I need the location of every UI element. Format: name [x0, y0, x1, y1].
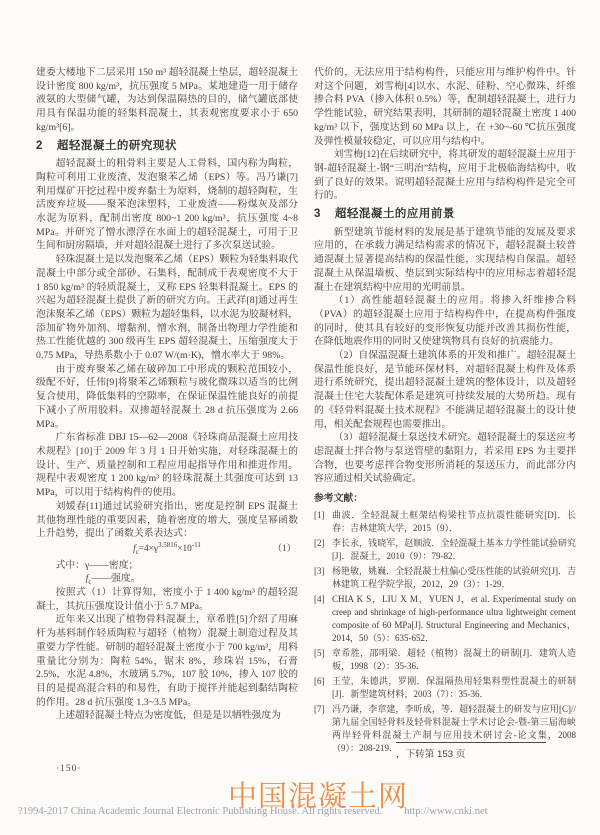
cnki-url: http://www.cnki.net	[404, 806, 488, 817]
paragraph: 超轻混凝土的粗骨料主要是人工骨料，国内称为陶粒，陶粒可利用工业废渣、发泡聚苯乙烯（EPS）等。冯乃谦[7]利用煤矿开挖过程中废弃黏土为原料，烧制的超轻陶粒，生活废弃垃圾——聚苯泡沫塑料，工业废渣——粉煤灰及部分水泥为原料，配制出密度 800~1 200 kg/m³，抗压强度 4~8 MPa。并研究了憎水漂浮在水面上的超轻混凝土，可用于卫生间和厨房隔墙，并对超轻混凝土进行了多次泵送试验。	[36, 158, 298, 252]
formula-number: （1）	[272, 543, 296, 554]
formula	[36, 540, 298, 557]
paragraph: 近年来又出现了植物骨料混凝土，章希胜[5]介绍了用麻杆为基料制作轻质陶粒与超轻（植物）混凝土制造过程及其重要力学性能。研制的超轻混凝土密度小于 700 kg/m³，用料重量比分别为：陶粒 54%，锯末 8%，珍珠岩 15%，石膏 2.5%，水泥 4.8%，水玻璃 5.7%，107 胶 10%，掺入 107 胶的目的是提高混合料的和易性，有助于搅拌并能起到黏结陶粒的作用。28 d 抗压强度 1.3~3.5 MPa。	[36, 614, 298, 708]
reference-item	[314, 537, 576, 563]
reference-label: [7]	[314, 703, 325, 714]
paragraph: 轻珠混凝土是以发泡聚苯乙烯（EPS）颗粒为轻集料取代混凝土中部分或全部砂、石集料，配制成干表观密度不大于 1 850 kg/m³ 的轻质混凝土，又称 EPS 轻集料混凝土。EPS 的兴起为超轻混凝土提供了新的研究方向。王武祥[8]通过再生泡沫聚苯乙烯（EPS）颗粒为超轻集料，以水泥为胶凝材料，添加矿物外加剂、增黏剂、憎水剂，制备出物理力学性能和热工性能优越的 300 级再生 EPS 超轻混凝土，压缩强度大于 0.75 MPa，导热系数小于 0.07 W/(m·K)，憎水率大于 98%。	[36, 254, 298, 362]
formula-body: $f_c=4\times\gamma^{3.5816}\times 10^{-11}$	[133, 540, 201, 556]
reference-label: [4]	[314, 593, 325, 604]
reference-item	[314, 675, 576, 701]
reference-item	[314, 647, 576, 673]
formula-legend-line: $f_c——$强度。	[85, 573, 141, 587]
paragraph: 新型建筑节能材料的发展是基于建筑节能的发展及要求应用的，在承载力满足结构需求的情况下，超轻混凝土较普通混凝土显著提高结构的保温性能，实现结构自保温。超轻混凝土从保温墙板、垫层到实际结构中的应用标志着超轻混凝土在建筑结构中应用的光明前景。	[314, 226, 576, 293]
paragraph: （1）高性能超轻混凝土的应用。将掺入纤维掺合料（PVA）的超轻混凝土应用于结构构件中，在提高构件强度的同时，使其具有较好的变形恢复功能并改善其损伤性能，在降低地震作用的同时又使建筑物具有良好的抗震能力。	[314, 295, 576, 348]
section-heading-3	[314, 208, 576, 222]
cnki-watermark: 中国混凝土网	[228, 781, 409, 813]
paragraph: 刘雪梅[12]在后续研究中，将其研发的超轻混凝土应用于钢-超轻混凝土-钢“三明治”结构，应用于北极临海结构中，收到了良好的效果。说明超轻混凝土应用与结构构件是完全可行的。	[314, 149, 576, 202]
left-column	[36, 66, 298, 757]
section-title: 超轻混凝土的应用前景	[334, 208, 455, 221]
copyright-text: ?1994-2017 China Academic Journal Electronic Publishing House. All rights reserved.	[18, 806, 383, 817]
paragraph: 上述超轻混凝土特点为密度低，但是是以牺牲强度为	[55, 710, 281, 722]
paragraph: （3）超轻混凝土泵送技术研究。超轻混凝土的泵送应考虑混凝土拌合物与泵送管壁的黏阻力，若采用 EPS 为主要拌合物，也要考虑拌合物变形所消耗的泵送压力，而此部分内容应通过相关试验确定。	[314, 432, 576, 485]
footer-credit	[18, 806, 588, 817]
references-list	[314, 509, 576, 755]
paragraph: 按照式（1）计算得知，密度小于 1 400 kg/m³ 的超轻混凝土，其抗压强度设计值小于 5.7 MPa。	[36, 587, 298, 612]
references-heading: 参考文献：	[314, 493, 363, 505]
section-heading-2	[36, 140, 298, 154]
reference-label: [6]	[314, 675, 325, 686]
formula-legend-line: 式中：γ——密度；	[55, 559, 139, 571]
continued-on-page-note: ，下转第 153 页	[396, 742, 546, 760]
section-title: 超轻混凝土的研究现状	[56, 139, 177, 152]
reference-label: [3]	[314, 565, 325, 576]
paragraph: 建委大楼地下二层采用 150 m³ 超轻混凝土垫层，超轻混凝土设计密度 800 kg/m³，抗压强度 5 MPa。某地建造一用于储存液氨的大型储气罐，为达到保温隔热的目的，储气罐底部使用具有保温功能的轻集料混凝土，其表观密度要求小于 650 kg/m³[6]。	[36, 67, 298, 133]
reference-label: [1]	[314, 509, 325, 520]
right-column	[314, 66, 576, 757]
reference-text: 曲波．全轻混凝土框架结构梁柱节点抗震性能研究[D]．长春：吉林建筑大学，2015（9）．	[332, 509, 576, 533]
reference-item	[314, 593, 576, 645]
reference-text: 李长永，钱晓军，赵顺波．全轻混凝土基本力学性能试验研究[J]．混凝土，2010（9）：79-82．	[332, 537, 576, 561]
paragraph: 由于废弃聚苯乙烯在破碎加工中形成的颗粒范围较小，级配不好，任伟[9]将聚苯乙烯颗粒与玻化微珠以适当的比例复合使用，降低集料的空隙率，在保证保温性能良好的前提下减小了所用胶料。双掺超轻混凝土 28 d 抗压强度为 2.66 MPa。	[36, 363, 298, 430]
page-number: ·150·	[56, 764, 82, 774]
reference-text: 冯乃谦，李章建，李昕成，等．超轻混凝土的研发与应用[C]//第九届全国轻骨料及轻骨料混凝土学术讨论会-暨-第三届海峡两岸轻骨料混凝土产制与应用技术研讨会-论文集，2008（9）：208-219．	[332, 703, 576, 753]
paragraph: 刘媛春[11]通过试验研究指出，密度是控制 EPS 混凝土其他物理性能的重要因素，随着密度的增大，强度呈幂函数上升趋势，提出了函数关系表达式：	[36, 500, 298, 540]
section-number: 2	[36, 139, 43, 152]
paragraph: 广东省标准 DBJ 15—62—2008《轻珠商品混凝土应用技术规程》[10]于 2009 年 3 月 1 日开始实施，对轻珠混凝土的设计、生产、质量控制和工程应用起指导作用和推进作用。规程中表观密度 1 200 kg/m³ 的轻珠混凝土其强度可达到 13 MPa，可以用于结构构件的使用。	[36, 432, 298, 499]
reference-text: 章希胜，邵明梁．超轻（植物）混凝土的研制[J]．建筑人造板，1998（2）：35-36．	[332, 647, 576, 671]
reference-text: CHIA K S，LIU X M，YUEN J，et al. Experimental study on creep and shrinkage of high-performance ultra lightweight cement composite of 60 MPa[J]. Structural Engineering and Mechanics，2014，50（5）：635-652．	[332, 593, 576, 643]
section-number: 3	[314, 208, 321, 221]
reference-label: [2]	[314, 537, 325, 548]
reference-item	[314, 509, 576, 535]
reference-label: [5]	[314, 647, 325, 658]
two-column-layout	[36, 66, 576, 757]
reference-item	[314, 565, 576, 591]
paragraph: （2）自保温混凝土建筑体系的开发和推广。超轻混凝土保温性能良好，是节能环保材料，对超轻混凝土构件及体系进行系统研究，提出超轻混凝土建筑的整体设计，以及超轻混凝土住宅大装配体系是建筑可持续发展的大势所趋。现有的《轻骨料混凝土技术规程》不能满足超轻混凝土的设计使用，相关配套规程也需要推出。	[314, 350, 576, 430]
reference-text: 王莹，朱德洪，罗刚．保温隔热用轻集料塑性混凝土的研制[J]．新型建筑材料，2003（7）：35-36．	[332, 675, 576, 699]
reference-text: 杨艳敏，姚巍．全轻混凝土柱偏心受压性能的试验研究[J]．吉林建筑工程学院学报，2012，29（3）：1-29．	[332, 565, 576, 589]
paragraph: 代价的，无法应用于结构构件，只能应用与维护构件中。针对这个问题，刘雪梅[4]以水、水泥、硅粉、空心微珠、纤维掺合料 PVA（掺入体积 0.5%）等，配制超轻混凝土，进行力学性能试验，研究结果表明，其研制的超轻混凝土密度 1 400 kg/m³ 以下，强度达到 60 MPa 以上，在 +30~-60 ℃抗压强度及弹性模量较稳定，可以应用与结构中。	[314, 67, 576, 147]
